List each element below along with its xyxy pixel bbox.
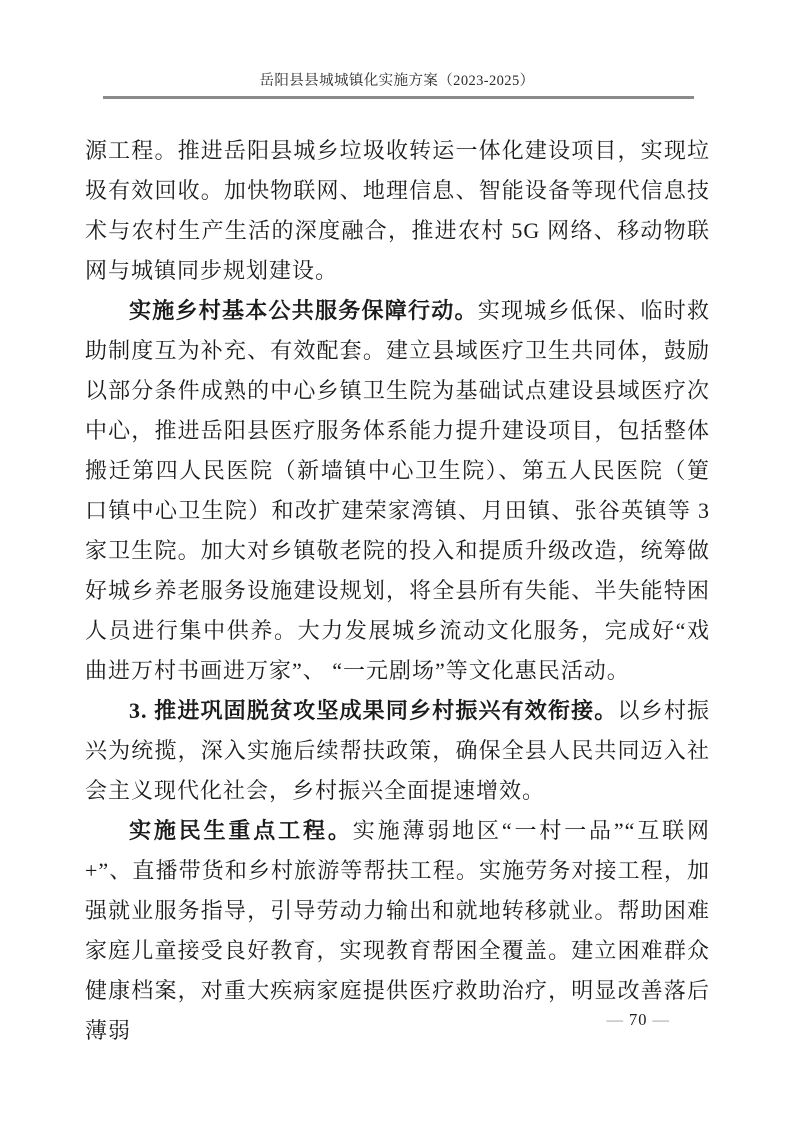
page-number: 70: [629, 1010, 648, 1029]
paragraph-lead-bold: 3. 推进巩固脱贫攻坚成果同乡村振兴有效衔接。: [129, 698, 618, 723]
document-body: [85, 131, 710, 1051]
footer-dash-left: —: [606, 1010, 624, 1029]
paragraph-text: 源工程。推进岳阳县城乡垃圾收转运一体化建设项目，实现垃圾有效回收。加快物联网、地理信息、智能设备等现代信息技术与农村生产生活的深度融合，推进农村 5G 网络、移动物联网与城镇同步规划建设。: [85, 138, 710, 283]
paragraph-continuation: [85, 131, 710, 291]
paragraph-text: 实现城乡低保、临时救助制度互为补充、有效配套。建立县域医疗卫生共同体，鼓励以部分条件成熟的中心乡镇卫生院为基础试点建设县域医疗次中心，推进岳阳县医疗服务体系能力提升建设项目，包括整体搬迁第四人民医院（新墙镇中心卫生院）、第五人民医院（筻口镇中心卫生院）和改扩建荣家湾镇、月田镇、张谷英镇等 3 家卫生院。加大对乡镇敬老院的投入和提质升级改造，统筹做好城乡养老服务设施建设规划，将全县所有失能、半失能特困人员进行集中供养。大力发展城乡流动文化服务，完成好“戏曲进万村书画进万家”、 “一元剧场”等文化惠民活动。: [85, 298, 710, 683]
header-title: 岳阳县县城城镇化实施方案（2023-2025）: [259, 73, 535, 89]
header-divider: [103, 96, 694, 99]
paragraph-text: 以乡村振兴为统揽，深入实施后续帮扶政策，确保全县人民共同迈入社会主义现代化社会，乡村振兴全面提速增效。: [85, 698, 710, 803]
paragraph-text: 实施薄弱地区“一村一品”“互联网+”、直播带货和乡村旅游等帮扶工程。实施劳务对接工程，加强就业服务指导，引导劳动力输出和就地转移就业。帮助困难家庭儿童接受良好教育，实现教育帮困全覆盖。建立困难群众健康档案，对重大疾病家庭提供医疗救助治疗，明显改善落后薄弱: [85, 818, 710, 1043]
paragraph-poverty-alleviation: [85, 691, 710, 811]
footer-dash-right: —: [652, 1010, 670, 1029]
page-footer: [602, 1008, 676, 1032]
paragraph-lead-bold: 实施民生重点工程。: [129, 818, 353, 843]
paragraph-lead-bold: 实施乡村基本公共服务保障行动。: [129, 298, 478, 323]
paragraph-rural-public-services: [85, 291, 710, 691]
